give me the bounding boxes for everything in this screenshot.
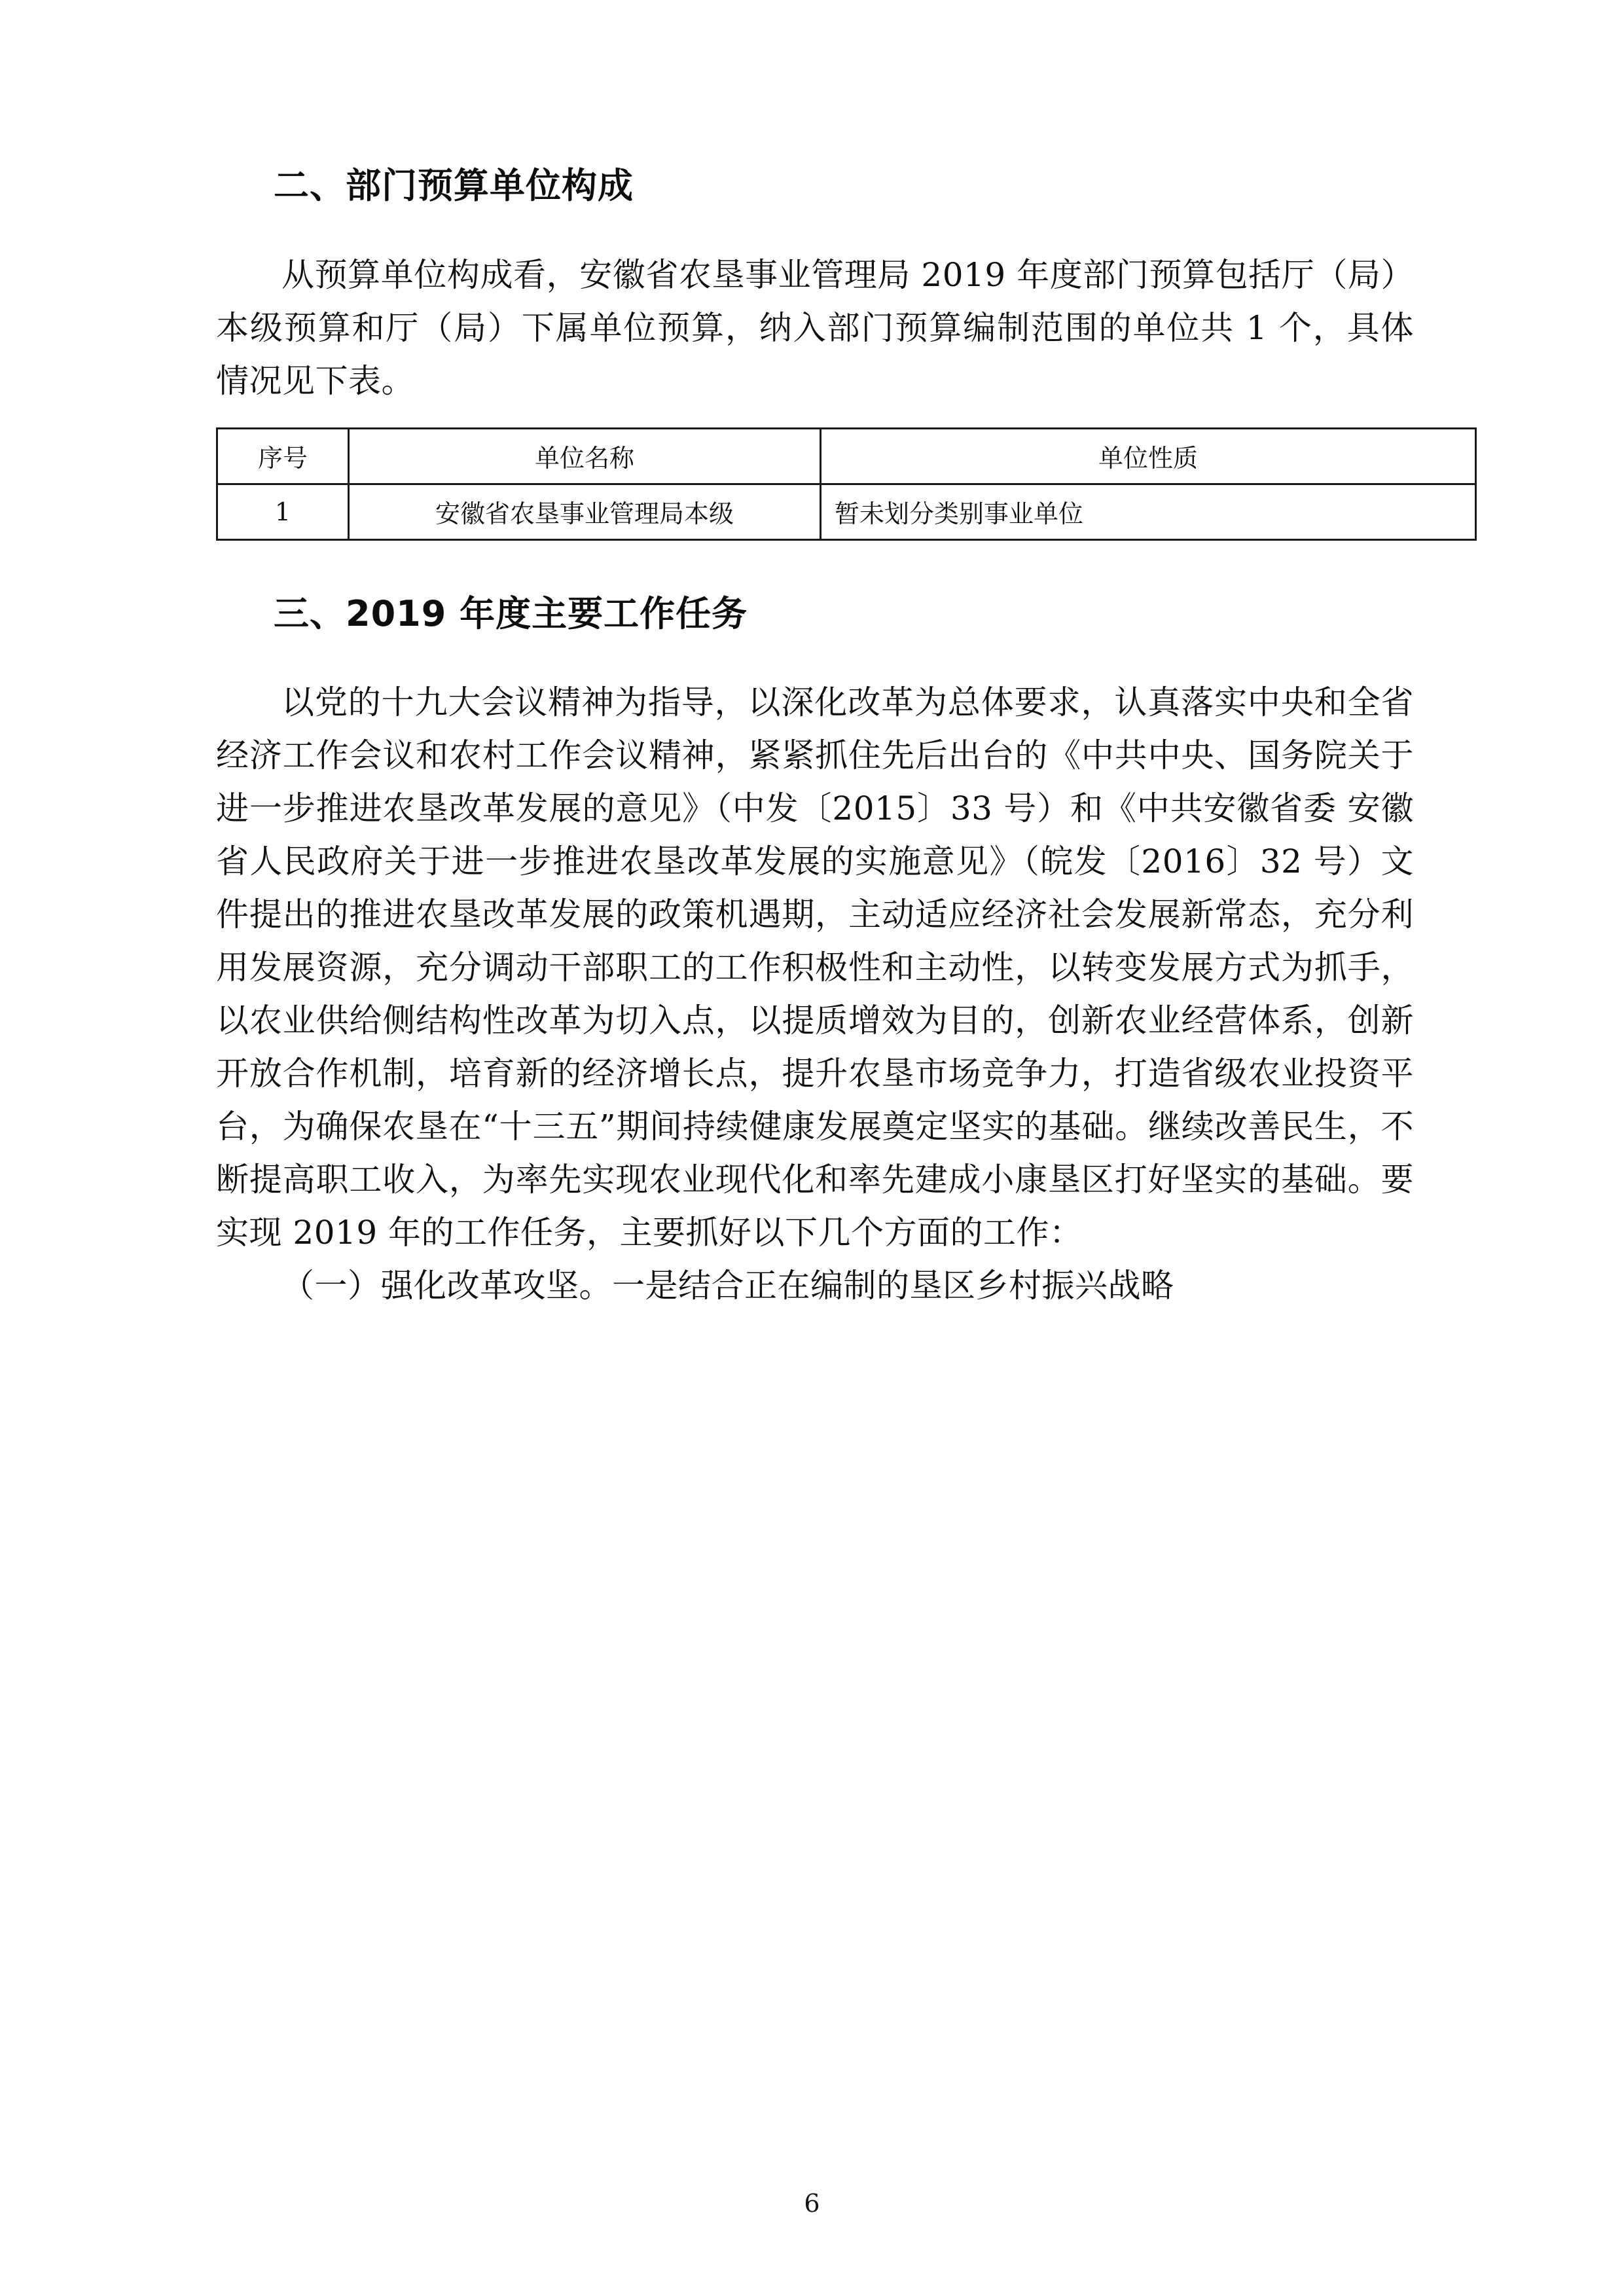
spacer <box>216 541 1414 592</box>
paragraph-budget-units: 从预算单位构成看，安徽省农垦事业管理局 2019 年度部门预算包括厅（局）本级预算和厅（局）下属单位预算，纳入部门预算编制范围的单位共 1 个，具体情况见下表。 <box>216 255 1414 400</box>
spacer <box>216 636 1414 676</box>
page-number: 6 <box>804 2189 820 2218</box>
table-header-index: 序号 <box>217 428 349 484</box>
page-content <box>216 164 1414 1312</box>
table-header-unit-name: 单位名称 <box>349 428 821 484</box>
section-heading-3: 三、2019 年度主要工作任务 <box>274 592 748 634</box>
table-header-unit-nature: 单位性质 <box>821 428 1476 484</box>
paragraph-main-tasks: 以党的十九大会议精神为指导，以深化改革为总体要求，认真落实中央和全省经济工作会议和农村工作会议精神，紧紧抓住先后出台的《中共中央、国务院关于进一步推进农垦改革发展的意见》（中发〔2015〕33 号）和《中共安徽省委 安徽省人民政府关于进一步推进农垦改革发展的实施意见》（皖发〔2016〕32 号）文件提出的推进农垦改革发展的政策机遇期，主动适应经济社会发展新常态，充分利用发展资源，充分调动干部职工的工作积极性和主动性，以转变发展方式为抓手，以农业供给侧结构性改革为切入点，以提质增效为目的，创新农业经营体系，创新开放合作机制，培育新的经济增长点，提升农垦市场竞争力，打造省级农业投资平台，为确保农垦在“十三五”期间持续健康发展奠定坚实的基础。继续改善民生，不断提高职工收入，为率先实现农业现代化和率先建成小康垦区打好坚实的基础。要实现 2019 年的工作任务，主要抓好以下几个方面的工作： <box>216 683 1414 1252</box>
table-header <box>217 428 1476 484</box>
section-heading-2: 二、部门预算单位构成 <box>274 165 634 206</box>
cell-index: 1 <box>217 484 349 539</box>
spacer <box>216 208 1414 249</box>
budget-unit-table <box>216 427 1477 541</box>
cell-unit-name: 安徽省农垦事业管理局本级 <box>349 484 821 539</box>
table-row <box>217 484 1476 539</box>
table-header-row <box>217 428 1476 484</box>
paragraph-reform-item-one: （一）强化改革攻坚。一是结合正在编制的垦区乡村振兴战略 <box>281 1267 1174 1305</box>
cell-unit-nature: 暂未划分类别事业单位 <box>821 484 1476 539</box>
table-body <box>217 484 1476 539</box>
